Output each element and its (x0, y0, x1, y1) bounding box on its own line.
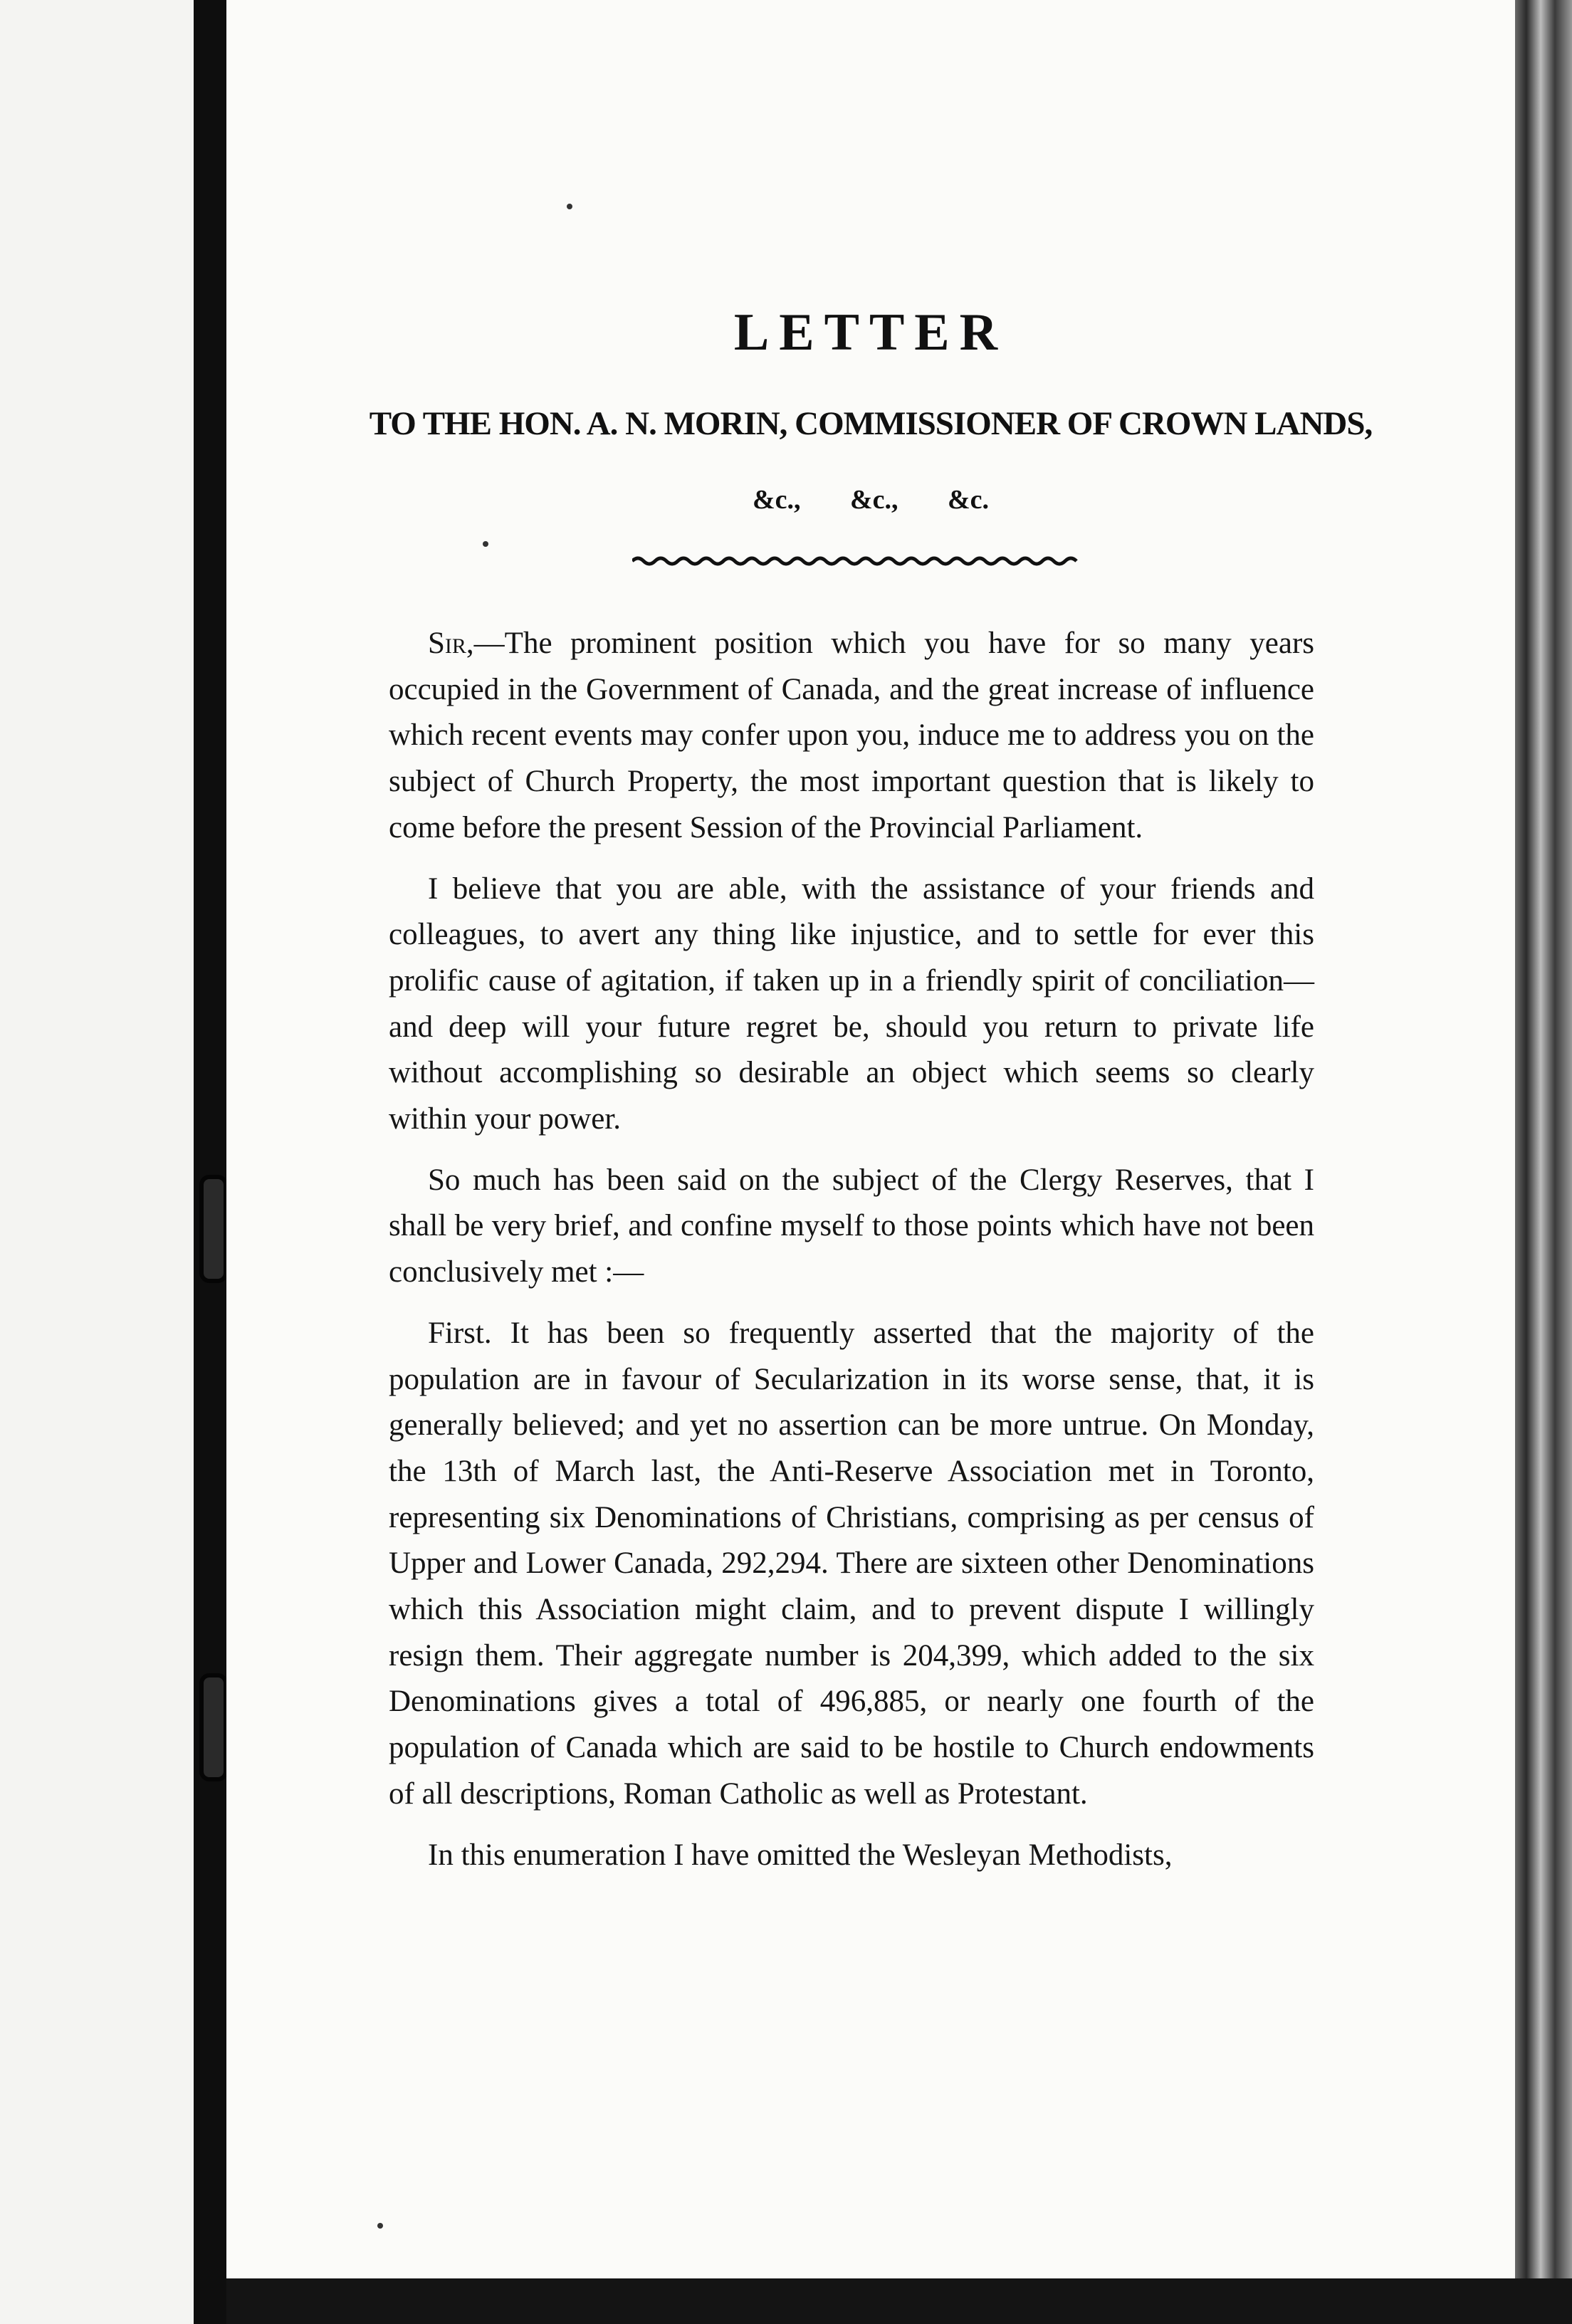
wavy-divider (632, 553, 1082, 570)
paragraph-4: First. It has been so frequently asserted that the majority of the population are in favour of Secularization in its worse sense, that, it is generally believed; and yet no assertion can be more untrue. On Monday, the 13th of March last, the Anti-Reserve Association met in Toronto, representing six Denominations of Christians, comprising as per census of Upper and Lower Canada, 292,294. There are sixteen other Denominations which this Association might claim, and to prevent dispute I willingly resign them. Their aggregate number is 204,399, which added to the six Denominations gives a total of 496,885, or nearly one fourth of the population of Canada which are said to be hostile to Church endowments of all descriptions, Roman Catholic as well as Protestant. (389, 1316, 1314, 1811)
book-gutter (194, 0, 226, 2324)
paragraph-1-text: —The prominent position which you have for so many years occupied in the Government of Canada, and the great increase of influence which recent events may confer upon you, induce me to address you on the subject of Church Property, the most important question that is likely to come before the present Session of the Provincial Parliament. (389, 627, 1314, 844)
paragraph-1 (389, 621, 1314, 852)
page-bottom-shadow (226, 2278, 1572, 2324)
ink-speck (567, 204, 572, 209)
facing-page-edge (0, 0, 194, 2324)
paragraph-2: I believe that you are able, with the assistance of your friends and colleagues, to avert any thing like injustice, and to settle for ever this prolific cause of agitation, if taken up in a friendly spirit of conciliation—and deep will your future regret be, should you return to private life without accomplishing so desirable an object which seems so clearly within your power. (389, 872, 1314, 1136)
binding-clip (199, 1673, 228, 1781)
addressee-line: TO THE HON. A. N. MORIN, COMMISSIONER OF CROWN LANDS, (369, 405, 1373, 442)
document-title: LETTER (733, 303, 1008, 362)
salutation: Sir, (428, 627, 474, 660)
letter-body (389, 621, 1314, 1893)
binding-clip (199, 1175, 228, 1283)
ink-speck (377, 2223, 383, 2229)
paragraph-3: So much has been said on the subject of the Clergy Reserves, that I shall be very brief, and confine myself to those points which have not been conclusively met :— (389, 1163, 1314, 1289)
paragraph-5: In this enumeration I have omitted the Wesleyan Methodists, (428, 1838, 1173, 1872)
ink-speck (483, 541, 488, 547)
page-stack-edge (1515, 0, 1572, 2324)
etc-line: &c., &c., &c. (752, 485, 990, 515)
